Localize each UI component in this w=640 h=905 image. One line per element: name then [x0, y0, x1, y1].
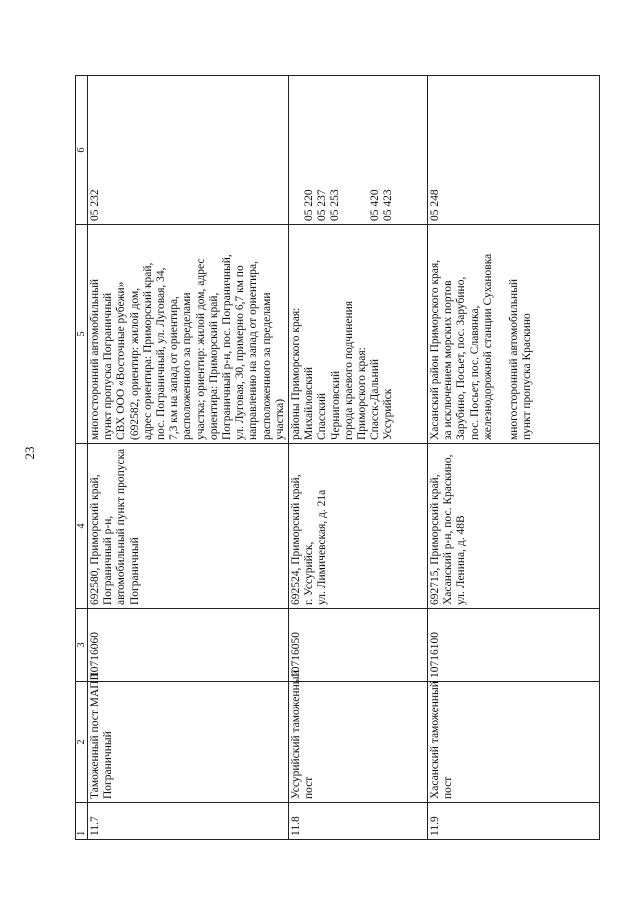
header-col-4: 4	[76, 444, 88, 609]
cell-line: Уссурийский таможенный	[290, 670, 303, 799]
cell-line: ориентира: Приморский край,	[207, 292, 220, 440]
cell-line: участка; ориентир: жилой дом, адрес	[194, 258, 207, 440]
cell-line: пост	[303, 776, 316, 799]
post-address	[289, 444, 428, 609]
post-code: 10716100	[428, 609, 600, 682]
post-address	[88, 444, 289, 609]
cell-line: за исключением морских портов	[442, 280, 455, 440]
cell-gap	[343, 79, 356, 221]
cell-line: Хасанский таможенный	[429, 681, 442, 799]
cell-line: 05 420	[368, 189, 381, 221]
cell-line: железнодорожной станции Сухановка	[481, 253, 494, 440]
post-name	[88, 672, 289, 803]
cell-line: ул. Лимичевская, д. 21а	[316, 489, 329, 605]
cell-line: (692582, ориентир: жилой дом,	[128, 287, 141, 440]
cell-line: Зарубино, Посьет, пос. Зарубино,	[455, 276, 468, 440]
cell-line: Пограничный р-н,	[102, 515, 115, 605]
header-col-5: 5	[76, 225, 88, 444]
post-address	[428, 444, 600, 609]
cell-line: Черниговский	[329, 370, 342, 440]
cell-line: Приморского края:	[356, 347, 369, 440]
cell-gap	[290, 79, 303, 221]
column-number-row	[76, 76, 88, 840]
cell-line: 692524, Приморский край,	[290, 474, 303, 605]
cell-line: многосторонний автомобильный	[89, 278, 101, 440]
row-number: 11.7	[88, 803, 289, 840]
row-number: 11.8	[289, 803, 428, 840]
cell-line: 05 253	[329, 189, 342, 221]
cell-line: пос. Пограничный, ул. Луговая, 34,	[155, 267, 168, 440]
region-codes	[428, 76, 600, 225]
cell-line: расположенного за пределами	[260, 292, 273, 440]
post-name	[428, 682, 600, 803]
cell-line: пункт пропуска Пограничный	[102, 292, 115, 440]
cell-line: пос. Посьет, пос. Славянка,	[468, 305, 481, 440]
cell-line: города краевого подчинения	[342, 300, 355, 440]
cell-line: СВХ ООО «Восточные рубежи»	[115, 281, 128, 440]
cell-line: многосторонний автомобильный	[508, 278, 521, 440]
cell-gap	[356, 79, 369, 221]
rotated-table-container	[75, 75, 600, 840]
cell-line: ул. Луговая, 30, примерно 6,7 км по	[234, 265, 247, 440]
cell-line: автомобильный пункт пропуска	[115, 448, 128, 605]
header-col-1: 1	[76, 803, 88, 840]
cell-line: расположенного за пределами	[181, 292, 194, 440]
region-codes	[289, 76, 428, 225]
row-number: 11.9	[428, 803, 600, 840]
cell-line: Таможенный пост МАПП	[89, 672, 101, 799]
cell-line: Пограничный	[102, 731, 115, 799]
cell-line: 7,3 км на запад от ориентира,	[168, 296, 181, 440]
cell-line: участка)	[273, 398, 286, 440]
header-col-3: 3	[76, 609, 88, 682]
post-code: 10716050	[289, 609, 428, 682]
cell-line: Хасанский район Приморского края,	[429, 259, 442, 440]
post-region	[289, 225, 428, 444]
table-row	[289, 76, 428, 840]
customs-posts-table	[75, 75, 600, 840]
cell-line: направлению на запад от ориентира,	[247, 261, 260, 440]
cell-line: Спасский	[316, 392, 329, 440]
table-row	[428, 76, 600, 840]
cell-line: адрес ориентира: Приморский край,	[141, 262, 154, 440]
header-col-6: 6	[76, 76, 88, 225]
cell-line: Пограничный	[128, 537, 141, 605]
cell-line: 05 248	[429, 189, 442, 221]
cell-line: 05 220	[303, 189, 316, 221]
cell-line: г. Уссурийск,	[303, 541, 316, 605]
cell-line: 05 237	[316, 189, 329, 221]
cell-line: Спасск-Дальний	[369, 358, 382, 440]
cell-line: 05 232	[89, 189, 101, 221]
cell-line: Михайловский	[303, 366, 316, 440]
post-code: 10716060	[88, 609, 289, 682]
cell-gap	[495, 228, 508, 440]
header-col-2: 2	[76, 682, 88, 803]
post-region	[428, 225, 600, 444]
cell-line: 05 423	[381, 189, 394, 221]
cell-line: Уссурийск	[382, 388, 395, 440]
cell-line: районы Приморского края:	[290, 307, 303, 440]
cell-line: пункт пропуска Краскино	[521, 313, 534, 440]
region-codes	[88, 76, 289, 225]
cell-line: пост	[442, 776, 455, 799]
post-region	[88, 225, 289, 444]
cell-line: Хасанский р-н, пос. Краскино,	[442, 454, 455, 605]
page-number: 23	[22, 446, 37, 460]
cell-line: Пограничный р-н, пос. Пограничный,	[221, 254, 234, 440]
post-name	[289, 670, 428, 803]
cell-line: ул. Ленина, д. 48В	[455, 515, 468, 605]
cell-line: 692580, Приморский край,	[89, 474, 101, 605]
table-row	[88, 76, 289, 840]
cell-line: 692715, Приморский край,	[429, 474, 442, 605]
